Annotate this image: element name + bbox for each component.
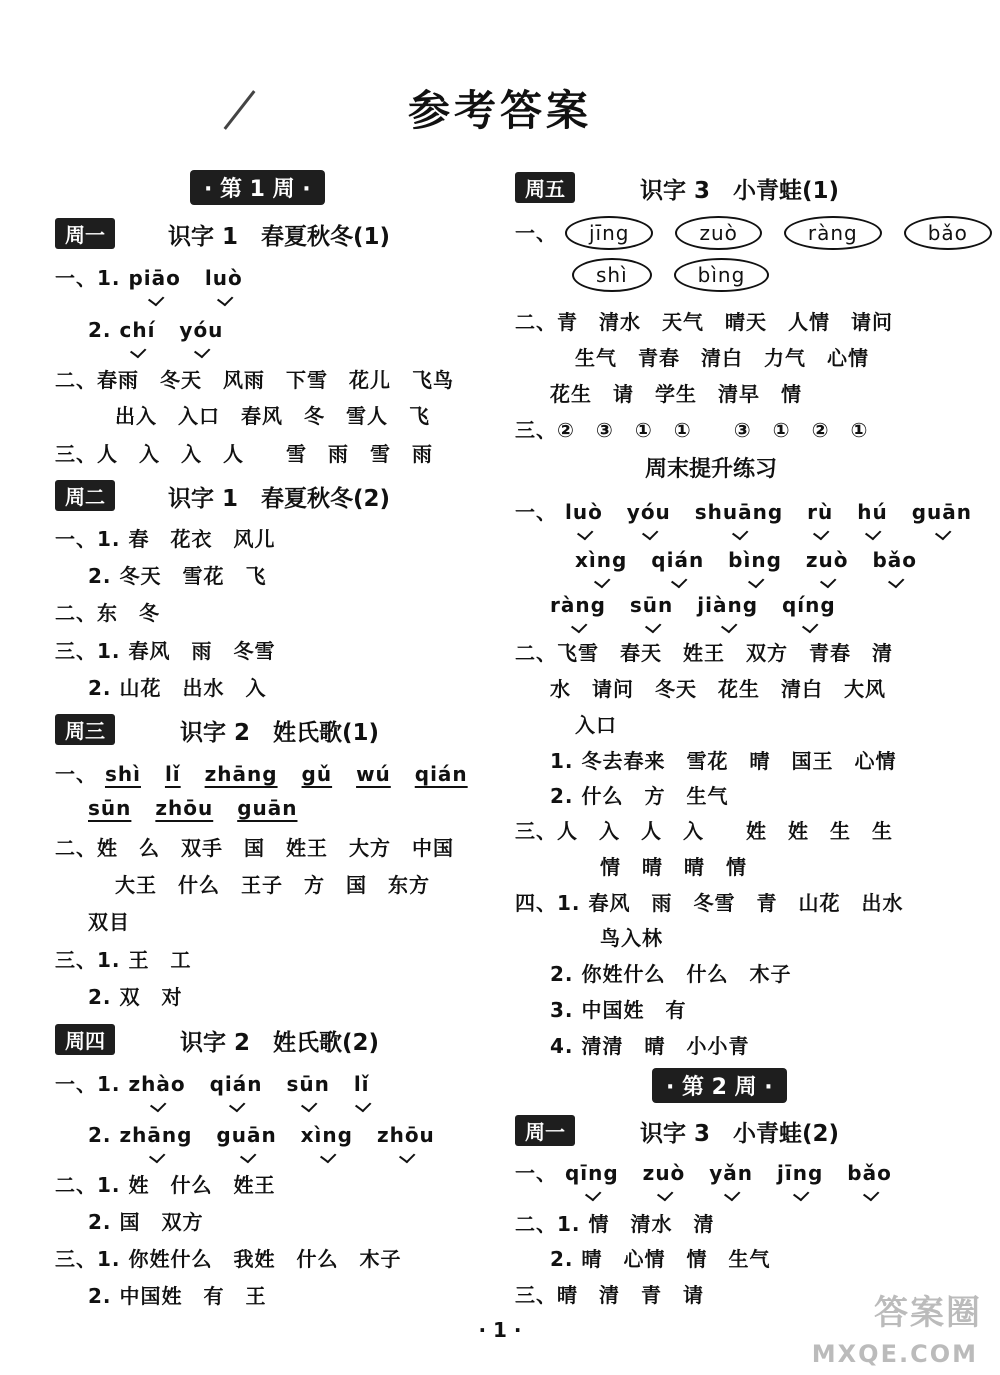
day-tag: 周五 — [515, 172, 575, 203]
pinyin: zuò — [642, 1161, 686, 1185]
answer-line: 情 晴 晴 情 — [600, 855, 747, 879]
answer-line: 三、晴 清 青 请 — [515, 1283, 704, 1307]
watermark-url: MXQE.COM — [811, 1340, 978, 1368]
pinyin: xìng — [300, 1123, 353, 1147]
answer-line: 二、姓 么 双手 国 姓王 大方 中国 — [55, 836, 454, 860]
answer-line: 三、1. 你姓什么 我姓 什么 木子 — [55, 1247, 402, 1271]
day-header — [55, 480, 115, 511]
answer-line: 2. 你姓什么 什么 木子 — [550, 962, 792, 986]
pinyin: shì — [104, 762, 141, 786]
answer-line — [550, 593, 852, 617]
lesson-title: 识字 2 姓氏歌(1) — [180, 720, 380, 746]
answer-line: 二、1. 情 清水 清 — [515, 1212, 715, 1236]
answer-line: 二、春雨 冬天 风雨 下雪 花儿 飞鸟 — [55, 368, 454, 392]
pinyin: gǔ — [301, 762, 333, 786]
pinyin: zhōu — [155, 796, 214, 820]
answer-line: 入口 — [575, 713, 617, 737]
answer-line: 2. 晴 心情 情 生气 — [550, 1247, 771, 1271]
pinyin: sūn — [286, 1072, 330, 1096]
pinyin: zhāng — [119, 1123, 193, 1147]
pinyin: luò — [564, 500, 603, 524]
pinyin: jiàng — [697, 593, 759, 617]
lesson-title: 识字 1 春夏秋冬(1) — [168, 224, 391, 250]
pinyin: lǐ — [353, 1072, 370, 1096]
pinyin-circled: shì — [572, 258, 652, 292]
answer-line: 4. 清清 晴 小小青 — [550, 1034, 750, 1058]
day-tag: 周一 — [55, 218, 115, 249]
page-title: 参考答案 — [407, 86, 592, 135]
answer-line: 2. 山花 出水 入 — [88, 676, 267, 700]
pinyin-circled: bìng — [674, 258, 770, 292]
answer-line: 出入 入口 春风 冬 雪人 飞 — [115, 404, 430, 428]
pinyin: yóu — [626, 500, 671, 524]
pinyin: hú — [857, 500, 888, 524]
page-number: · 1 · — [478, 1318, 522, 1342]
pinyin: guān — [216, 1123, 277, 1147]
pinyin: sūn — [629, 593, 674, 617]
pinyin: yǎn — [709, 1161, 754, 1185]
pinyin: guān — [911, 500, 972, 524]
pinyin: zuò — [805, 548, 849, 572]
week-1-header: · 第 1 周 · — [190, 170, 325, 205]
pinyin: jīng — [777, 1161, 824, 1185]
week-2-header: · 第 2 周 · — [652, 1068, 787, 1103]
answer-line: 2. chí yóu — [88, 318, 224, 342]
pinyin-circled: bǎo — [904, 216, 992, 250]
watermark-logo: 答案圈 — [874, 1293, 982, 1333]
answer-line: 三、1. 春风 雨 冬雪 — [55, 639, 276, 663]
answer-line: 三、人 入 入 人 雪 雨 雪 雨 — [55, 442, 433, 466]
answer-line: 2. 双 对 — [88, 985, 183, 1009]
pinyin: ràng — [550, 593, 606, 617]
pinyin: luò — [204, 266, 243, 290]
day-header — [55, 218, 115, 249]
pinyin: chí — [119, 318, 156, 342]
pinyin: piāo — [128, 266, 181, 290]
pinyin: rù — [807, 500, 834, 524]
answer-line: 二、飞雪 春天 姓王 双方 青春 清 — [515, 641, 893, 665]
day-header — [55, 714, 115, 745]
section-title: 周末提升练习 — [645, 457, 778, 482]
answer-line: 2. zhāng guān xìng zhōu — [88, 1123, 435, 1147]
answer-line: 三、1. 王 工 — [55, 948, 192, 972]
answer-line — [88, 796, 313, 820]
pinyin: zhōu — [376, 1123, 435, 1147]
pinyin: bìng — [728, 548, 782, 572]
answer-line: 二、1. 姓 什么 姓王 — [55, 1173, 276, 1197]
answer-line: 双目 — [88, 910, 130, 934]
answer-line: 大王 什么 王子 方 国 东方 — [115, 873, 430, 897]
answer-line: 二、青 清水 天气 晴天 人情 请问 — [515, 310, 893, 334]
answer-line: 二、东 冬 — [55, 601, 160, 625]
answer-line: 3. 中国姓 有 — [550, 998, 687, 1022]
pinyin: bǎo — [872, 548, 918, 572]
answer-line: 2. 国 双方 — [88, 1210, 204, 1234]
pinyin: guān — [237, 796, 298, 820]
answer-line: 三、② ③ ① ① ③ ① ② ① — [515, 418, 869, 442]
answer-line: 一、 jīng zuò ràng bǎo — [515, 216, 1000, 250]
answer-line: 一、 luò yóu shuāng rù hú guān — [515, 500, 972, 524]
answer-line: 鸟入林 — [600, 926, 663, 950]
pinyin: qián — [414, 762, 468, 786]
day-tag: 周四 — [55, 1024, 115, 1055]
answer-line: 2. 中国姓 有 王 — [88, 1284, 267, 1308]
answer-line: 2. 冬天 雪花 飞 — [88, 564, 267, 588]
pinyin: sūn — [88, 796, 132, 820]
answer-line: 生气 青春 清白 力气 心情 — [575, 346, 869, 370]
lesson-title: 识字 3 小青蛙(1) — [640, 178, 840, 204]
answer-line — [575, 548, 933, 572]
pinyin: qián — [651, 548, 705, 572]
answer-line: 花生 请 学生 清早 情 — [550, 382, 802, 406]
answer-line: 四、1. 春风 雨 冬雪 青 山花 出水 — [515, 891, 904, 915]
lesson-title: 识字 1 春夏秋冬(2) — [168, 486, 391, 512]
pinyin-circled: jīng — [565, 216, 653, 250]
pinyin-circled: ràng — [784, 216, 882, 250]
pinyin: qíng — [781, 593, 836, 617]
answer-line: 一、1. 春 花衣 风儿 — [55, 527, 276, 551]
day-tag: 周三 — [55, 714, 115, 745]
answer-line: 2. 什么 方 生气 — [550, 784, 729, 808]
lesson-title: 识字 2 姓氏歌(2) — [180, 1030, 380, 1056]
pinyin: bǎo — [847, 1161, 892, 1185]
pinyin: qīng — [564, 1161, 619, 1185]
day-header — [515, 1115, 575, 1146]
pinyin: xìng — [575, 548, 628, 572]
day-tag: 周二 — [55, 480, 115, 511]
lesson-title: 识字 3 小青蛙(2) — [640, 1121, 840, 1147]
pinyin: wú — [356, 762, 391, 786]
answer-line — [572, 258, 791, 292]
pinyin: lǐ — [164, 762, 181, 786]
pinyin-circled: zuò — [675, 216, 761, 250]
day-header — [515, 172, 575, 203]
pinyin: zhào — [128, 1072, 186, 1096]
pinyin: qián — [209, 1072, 263, 1096]
answer-line: 一、1. piāo luò — [55, 266, 243, 290]
answer-line: 三、人 入 人 入 姓 姓 生 生 — [515, 819, 893, 843]
answer-line: 一、 shì lǐ zhāng gǔ wú qián — [55, 762, 468, 786]
pinyin: shuāng — [694, 500, 784, 524]
answer-line: 一、1. zhào qián sūn lǐ — [55, 1072, 370, 1096]
day-header — [55, 1024, 115, 1055]
pinyin: zhāng — [204, 762, 278, 786]
answer-line: 水 请问 冬天 花生 清白 大风 — [550, 677, 886, 701]
day-tag: 周一 — [515, 1115, 575, 1146]
answer-line: 1. 冬去春来 雪花 晴 国王 心情 — [550, 749, 897, 773]
answer-line: 一、 qīng zuò yǎn jīng bǎo — [515, 1161, 892, 1185]
pinyin: yóu — [179, 318, 224, 342]
